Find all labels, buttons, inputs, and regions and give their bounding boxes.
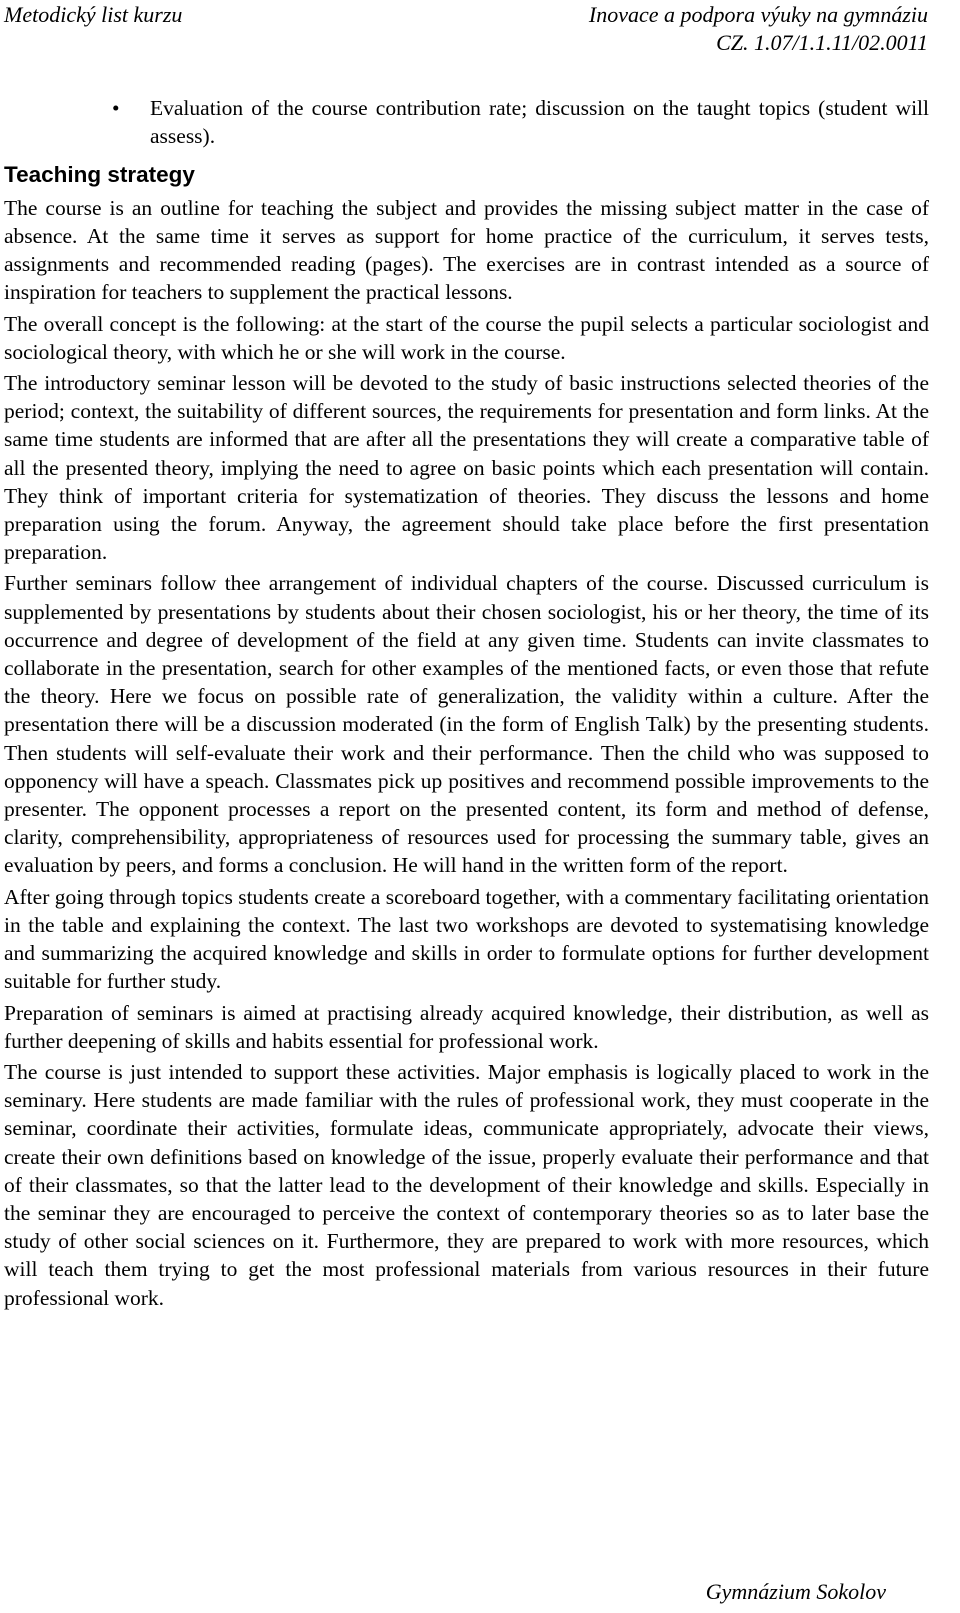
- bullet-icon: •: [112, 96, 120, 120]
- page-footer: Gymnázium Sokolov: [705, 1579, 886, 1604]
- header-document-type: Metodický list kurzu: [4, 2, 183, 27]
- header-project-title: Inovace a podpora výuky na gymnáziu: [588, 2, 928, 27]
- paragraph: The overall concept is the following: at the start of the course the pupil selects a particular sociologist and sociological theory, with which he or she will work in the course.: [4, 311, 929, 364]
- bullet-list-item: [4, 94, 929, 151]
- paragraph: The course is an outline for teaching the subject and provides the missing subject matter in the case of absence. At the same time it serves as support for home practice of the curriculum, it serves tests, assignments and recommended reading (pages). The exercises are in contrast intended as a source of inspiration for teachers to supplement the practical lessons.: [4, 195, 929, 305]
- paragraph: After going through topics students create a scoreboard together, with a commentary facilitating orientation in the table and explaining the context. The last two workshops are devoted to systematising knowledge and summarizing the acquired knowledge and skills in order to formulate options for further development suitable for further study.: [4, 884, 929, 994]
- paragraph: The introductory seminar lesson will be devoted to the study of basic instructions selected theories of the period; context, the suitability of different sources, the requirements for presentation and form links. At the same time students are informed that are after all the presentations they will create a comparative table of all the presented theory, implying the need to agree on basic points which each presentation will contain. They think of important criteria for systematization of theories. They discuss the lessons and home preparation using the forum. Anyway, the agreement should take place before the first presentation preparation.: [4, 371, 929, 565]
- bullet-text: Evaluation of the course contribution rate; discussion on the taught topics (student will assess).: [150, 96, 929, 149]
- paragraph: The course is just intended to support these activities. Major emphasis is logically placed to work in the seminary. Here students are made familiar with the rules of professional work, they must cooperate in the seminar, coordinate their activities, formulate ideas, communicate appropriately, advocate their views, create their own definitions based on knowledge of the issue, properly evaluate their performance and that of their classmates, so that the latter lead to the development of their knowledge and skills. Especially in the seminar they are encouraged to perceive the context of contemporary theories so as to later base the study of other social sciences on it. Furthermore, they are prepared to work with more resources, which will teach them trying to get the most professional materials from various resources in their future professional work.: [4, 1059, 929, 1310]
- paragraph: Further seminars follow thee arrangement of individual chapters of the course. Discussed curriculum is supplemented by presentations by students about their chosen sociologist, his or her theory, the time of its occurrence and degree of development of the field at any given time. Students can invite classmates to collaborate in the presentation, search for other examples of the mentioned facts, or even those that refute the theory. Here we focus on possible rate of generalization, the validity within a culture. After the presentation there will be a discussion moderated (in the form of English Talk) by the presenting students. Then students will self-evaluate their work and their performance. Then the child who was supposed to opponency will have a speach. Classmates pick up positives and recommend possible improvements to the presenter. The opponent processes a report on the presented content, its form and method of defense, clarity, comprehensibility, appropriateness of resources used for processing the summary table, gives an evaluation by peers, and forms a conclusion. He will hand in the written form of the report.: [4, 571, 929, 878]
- document-body: [4, 94, 929, 1315]
- section-heading: Teaching strategy: [4, 161, 195, 187]
- header-project-code: CZ. 1.07/1.1.11/02.0011: [716, 30, 928, 55]
- page-header: [0, 0, 960, 62]
- header-project-info: [589, 1, 928, 57]
- paragraph: Preparation of seminars is aimed at practising already acquired knowledge, their distribution, as well as further deepening of skills and habits essential for professional work.: [4, 1000, 929, 1053]
